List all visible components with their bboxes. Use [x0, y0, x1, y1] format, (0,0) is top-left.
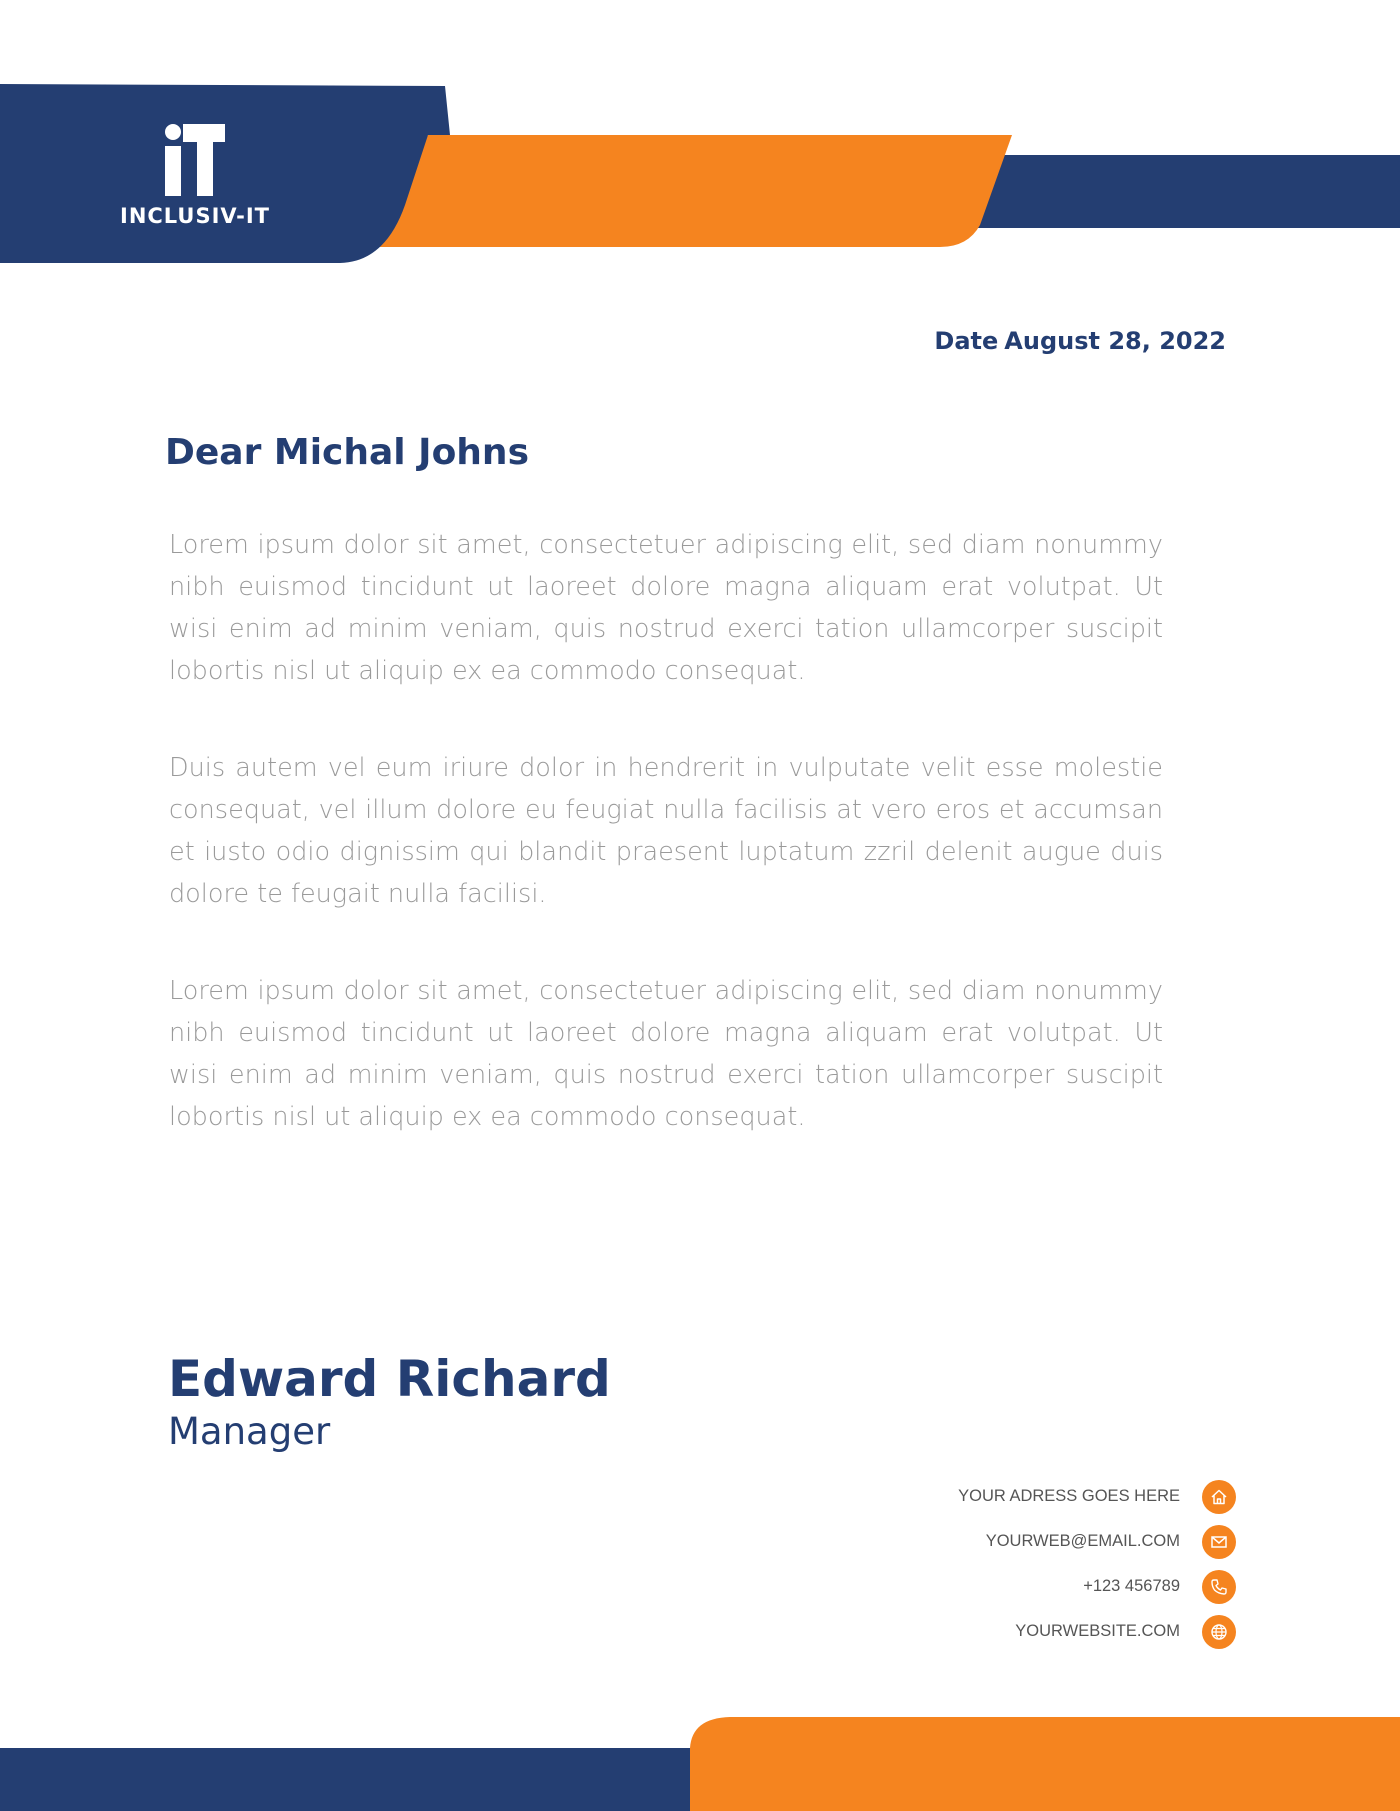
signature-title: Manager [168, 1410, 331, 1453]
date-label: Date [934, 327, 999, 355]
mail-icon [1202, 1525, 1236, 1559]
body-paragraph: Duis autem vel eum iriure dolor in hendrerit in vulputate velit esse molestie consequat, vel illum dolore eu feugiat nulla facilisis at vero eros et accumsan et iusto odio dignissim qui blandit praesent luptatum zzril delenit augue duis dolore te feugait nulla facilisi. [169, 753, 1163, 909]
header-orange-band [375, 135, 1012, 247]
phone-icon [1202, 1570, 1236, 1604]
letter-body [169, 524, 1163, 1193]
logo-mark-icon [163, 118, 227, 198]
contact-website [958, 1609, 1236, 1654]
footer-orange-band [690, 1717, 1400, 1811]
footer-navy-bar [0, 1748, 700, 1811]
footer-banner [0, 1700, 1400, 1811]
body-paragraph: Lorem ipsum dolor sit amet, consectetuer adipiscing elit, sed diam nonummy nibh euismod tincidunt ut laoreet dolore magna aliquam erat volutpat. Ut wisi enim ad minim veniam, quis nostrud exerci tation ullamcorper suscipit lobortis nisl ut aliquip ex ea commodo consequat. [169, 976, 1163, 1132]
company-logo [120, 118, 270, 228]
signature-name: Edward Richard [168, 1350, 611, 1408]
letter-date [934, 327, 1226, 355]
contact-email [958, 1519, 1236, 1564]
salutation: Dear Michal Johns [165, 432, 529, 473]
logo-text: INCLUSIV-IT [120, 204, 271, 228]
contact-email-label: YOURWEB@EMAIL.COM [985, 1532, 1180, 1550]
contact-website-label: YOURWEBSITE.COM [1015, 1622, 1180, 1640]
contact-list [958, 1474, 1236, 1654]
contact-phone [958, 1564, 1236, 1609]
contact-address-label: YOUR ADRESS GOES HERE [958, 1487, 1180, 1505]
date-value: August 28, 2022 [1004, 327, 1226, 355]
contact-address [958, 1474, 1236, 1519]
home-icon [1202, 1480, 1236, 1514]
globe-icon [1202, 1615, 1236, 1649]
header-right-navy-bar [970, 155, 1400, 228]
contact-phone-label: +123 456789 [1083, 1577, 1180, 1595]
body-paragraph: Lorem ipsum dolor sit amet, consectetuer adipiscing elit, sed diam nonummy nibh euismod tincidunt ut laoreet dolore magna aliquam erat volutpat. Ut wisi enim ad minim veniam, quis nostrud exerci tation ullamcorper suscipit lobortis nisl ut aliquip ex ea commodo consequat. [169, 530, 1163, 686]
